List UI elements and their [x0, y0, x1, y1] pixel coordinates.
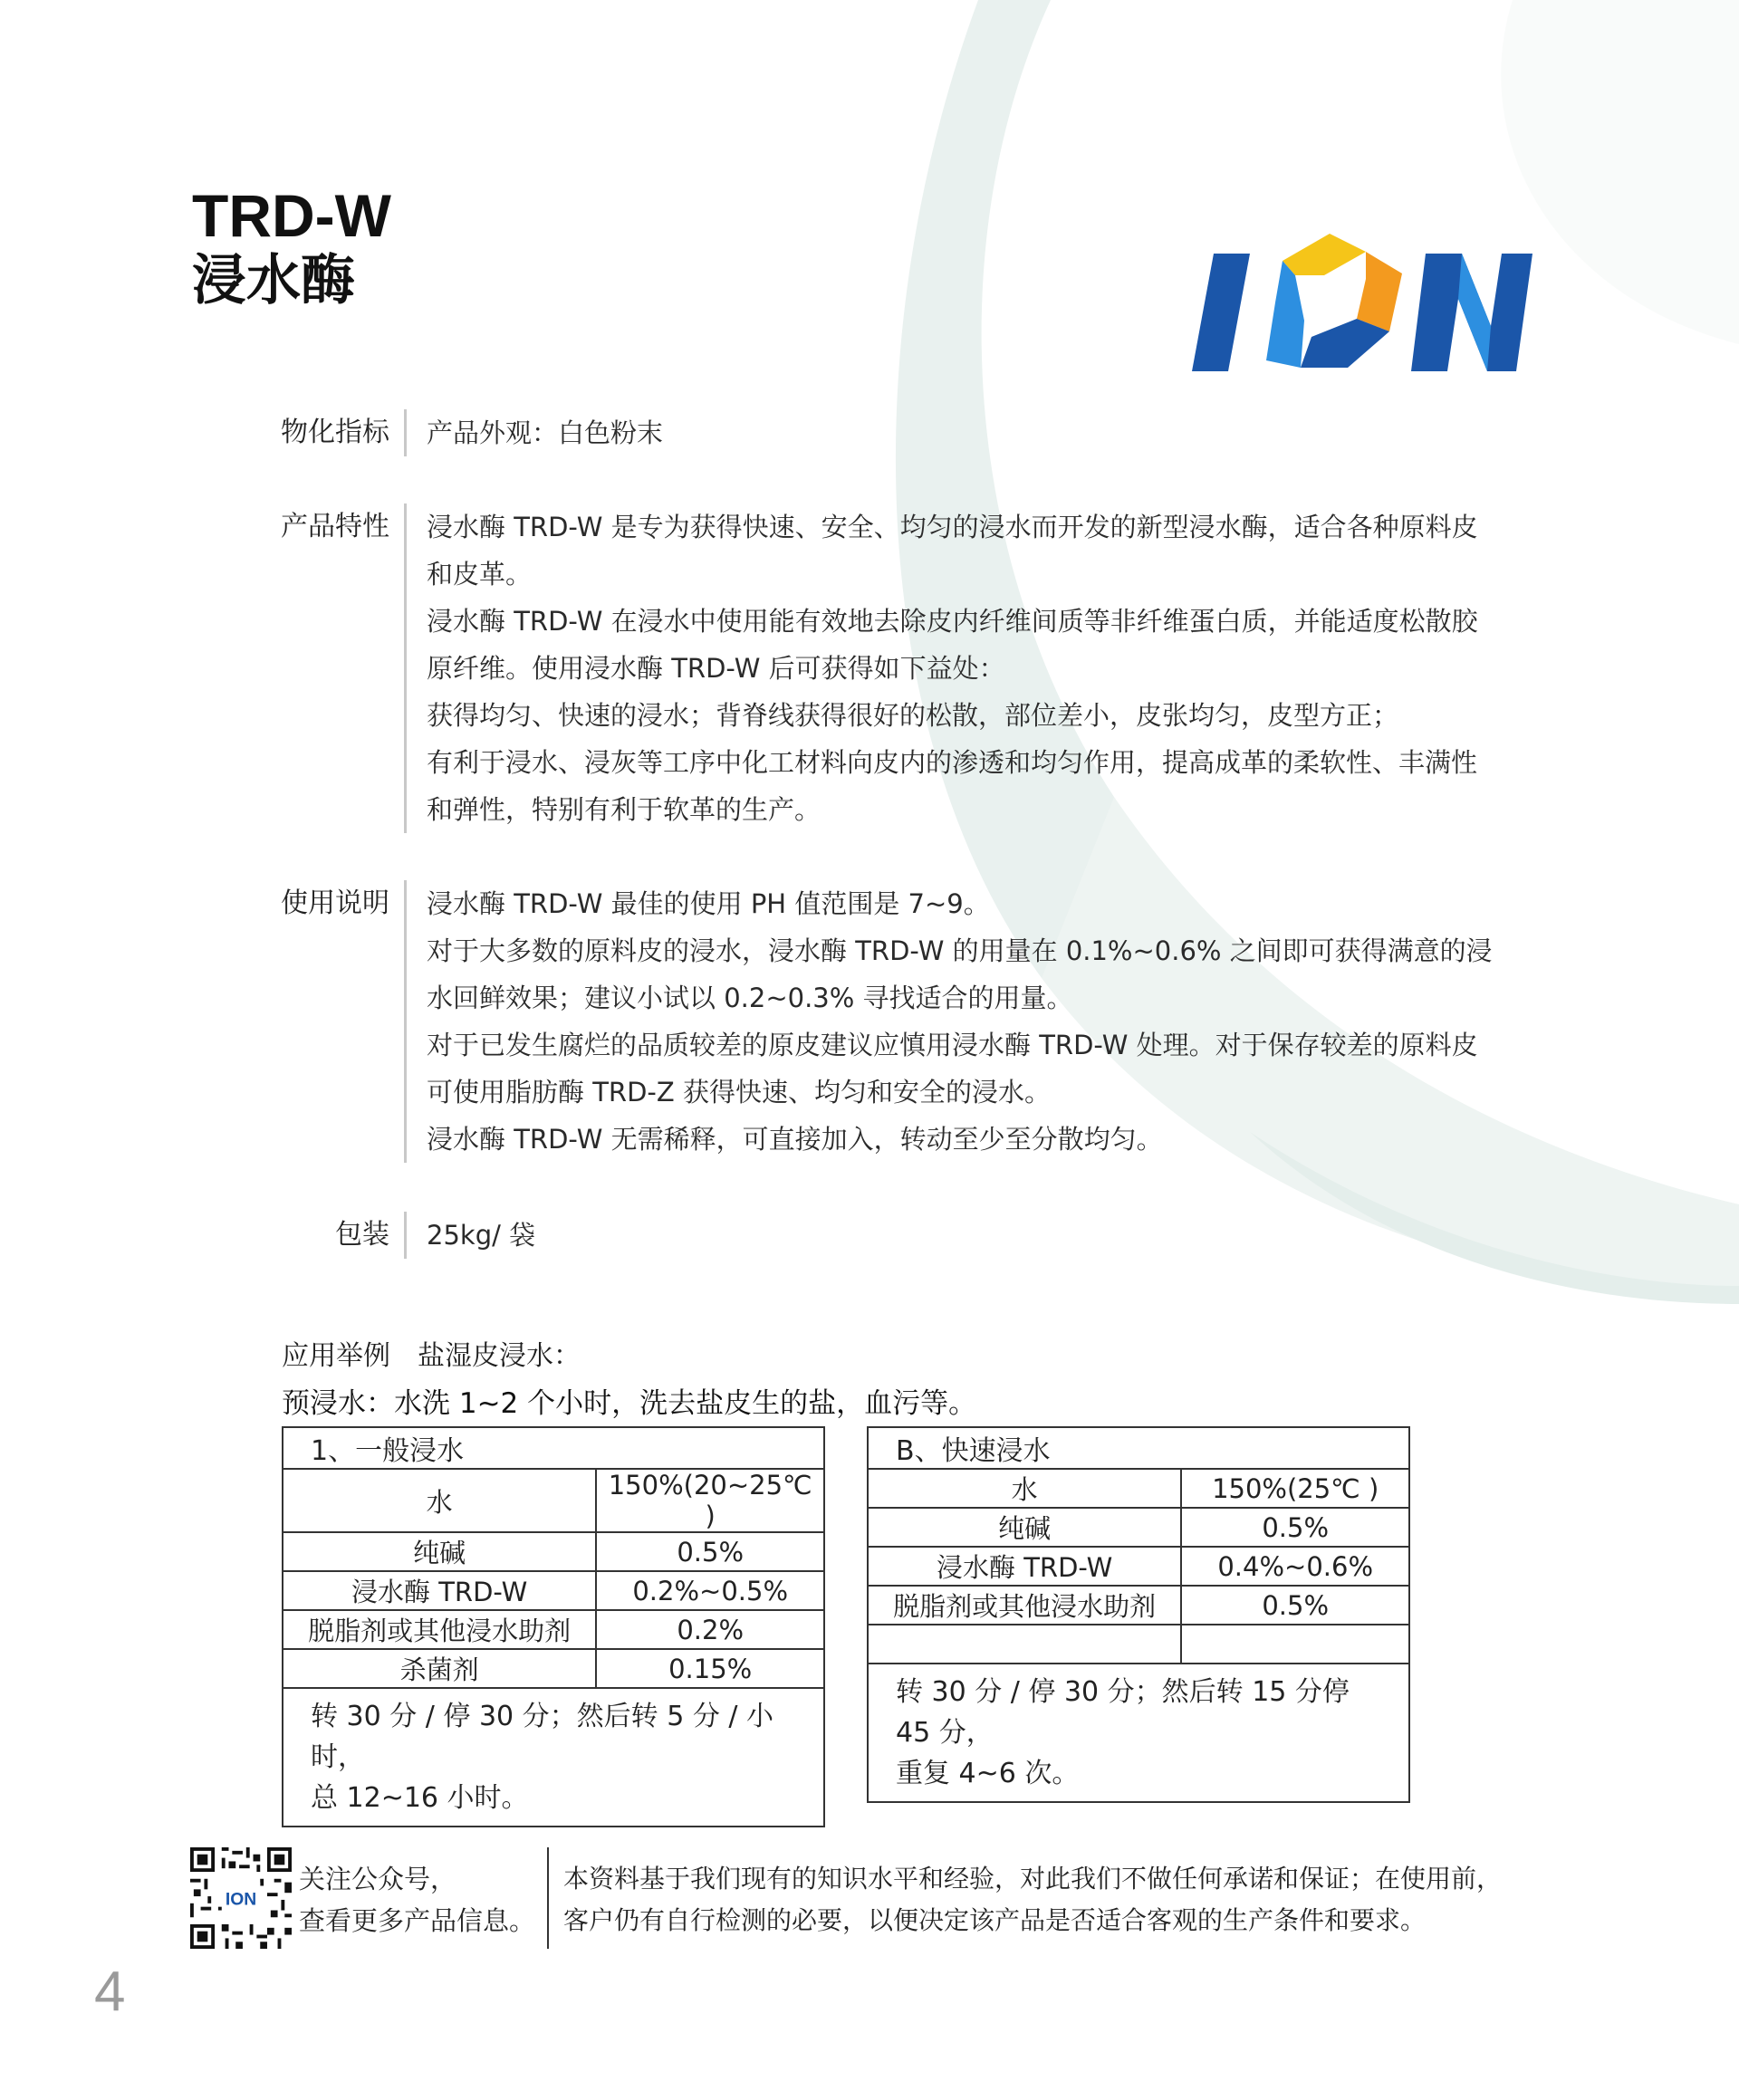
text-line: 浸水酶 TRD-W 最佳的使用 PH 值范围是 7~9。 — [427, 888, 990, 919]
application-heading — [282, 1333, 581, 1373]
product-title — [192, 183, 391, 311]
table-cell: 0.2%~0.5% — [596, 1571, 824, 1610]
note-line: 重复 4~6 次。 — [896, 1758, 1080, 1789]
text-line: 有利于浸水、浸灰等工序中化工材料向皮内的渗透和均匀作用，提高成革的柔软性、丰满性 — [427, 747, 1478, 778]
note-line: 转 30 分 / 停 30 分；然后转 5 分 / 小时， — [311, 1701, 774, 1773]
section-body — [404, 409, 1550, 456]
table-row — [283, 1469, 824, 1532]
table-cell: 脱脂剂或其他浸水助剂 — [283, 1610, 596, 1649]
disclaimer — [563, 1858, 1542, 1942]
product-code: TRD-W — [192, 182, 391, 249]
table-cell — [868, 1625, 1181, 1664]
section-label: 产品特性 — [281, 511, 389, 542]
follow-line: 关注公众号， — [299, 1864, 457, 1894]
application-label: 应用举例 — [282, 1340, 390, 1372]
table-cell: 浸水酶 TRD-W — [283, 1571, 596, 1610]
table-row — [283, 1532, 824, 1571]
table-cell: 0.5% — [596, 1532, 824, 1571]
text-line: 水回鲜效果；建议小试以 0.2~0.3% 寻找适合的用量。 — [427, 983, 1073, 1013]
table-row — [868, 1586, 1409, 1625]
table-cell: 0.5% — [1181, 1508, 1409, 1547]
table-row — [283, 1610, 824, 1649]
note-line: 总 12~16 小时。 — [311, 1782, 529, 1814]
table-note — [868, 1664, 1409, 1802]
table-row — [868, 1625, 1409, 1664]
section-body — [404, 880, 1550, 1163]
table-row — [283, 1649, 824, 1688]
text-line: 对于已发生腐烂的品质较差的原皮建议应慎用浸水酶 TRD-W 处理。对于保存较差的原料皮 — [427, 1030, 1478, 1060]
text-line: 和弹性，特别有利于软革的生产。 — [427, 794, 821, 825]
note-line: 转 30 分 / 停 30 分；然后转 15 分停 45 分， — [896, 1676, 1350, 1749]
text-line: 浸水酶 TRD-W 在浸水中使用能有效地去除皮内纤维间质等非纤维蛋白质，并能适度松散胶 — [427, 606, 1478, 637]
recipe-table-fast — [867, 1426, 1410, 1803]
section-body — [404, 1212, 1550, 1259]
table-title: 1、一般浸水 — [283, 1427, 824, 1469]
section-label: 使用说明 — [281, 887, 389, 919]
table-cell: 水 — [283, 1469, 596, 1532]
table-cell: 水 — [868, 1469, 1181, 1508]
table-cell: 0.2% — [596, 1610, 824, 1649]
disclaimer-line: 客户仍有自行检测的必要，以便决定该产品是否适合客观的生产条件和要求。 — [563, 1905, 1427, 1935]
table-row — [283, 1571, 824, 1610]
section-label: 包装 — [335, 1219, 389, 1251]
table-cell — [1181, 1625, 1409, 1664]
text-line: 和皮革。 — [427, 559, 533, 590]
text-line: 原纤维。使用浸水酶 TRD-W 后可获得如下益处： — [427, 653, 1005, 684]
svg-text:ION: ION — [225, 1890, 257, 1910]
section-label: 物化指标 — [281, 417, 389, 448]
ion-logo — [1188, 226, 1532, 380]
text-line: 浸水酶 TRD-W 是专为获得快速、安全、均匀的浸水而开发的新型浸水酶，适合各种原料皮 — [427, 512, 1478, 542]
text-line: 25kg/ 袋 — [427, 1220, 536, 1251]
application-subject: 盐湿皮浸水： — [418, 1340, 581, 1372]
qr-code-icon — [190, 1847, 292, 1949]
table-cell: 纯碱 — [868, 1508, 1181, 1547]
table-note — [283, 1688, 824, 1827]
table-cell: 0.5% — [1181, 1586, 1409, 1625]
table-cell: 脱脂剂或其他浸水助剂 — [868, 1586, 1181, 1625]
table-cell: 0.4%~0.6% — [1181, 1547, 1409, 1586]
table-cell: 杀菌剂 — [283, 1649, 596, 1688]
table-cell: 纯碱 — [283, 1532, 596, 1571]
table-row — [868, 1547, 1409, 1586]
section-body — [404, 503, 1550, 833]
text-line: 获得均匀、快速的浸水；背脊线获得很好的松散，部位差小，皮张均匀，皮型方正； — [427, 700, 1399, 731]
page-number: 4 — [94, 1961, 126, 2023]
table-cell: 150%(20~25℃ ) — [596, 1469, 824, 1532]
follow-line: 查看更多产品信息。 — [299, 1905, 536, 1936]
follow-text — [299, 1858, 535, 1942]
table-cell: 0.15% — [596, 1649, 824, 1688]
table-row — [868, 1469, 1409, 1508]
text-line: 对于大多数的原料皮的浸水，浸水酶 TRD-W 的用量在 0.1%~0.6% 之间即可获得满意的浸 — [427, 935, 1493, 966]
table-title: B、快速浸水 — [868, 1427, 1409, 1469]
table-cell: 浸水酶 TRD-W — [868, 1547, 1181, 1586]
disclaimer-line: 本资料基于我们现有的知识水平和经验，对此我们不做任何承诺和保证；在使用前， — [563, 1864, 1503, 1894]
recipe-table-general — [282, 1426, 825, 1827]
text-line: 可使用脂肪酶 TRD-Z 获得快速、均匀和安全的浸水。 — [427, 1077, 1051, 1108]
table-row — [868, 1508, 1409, 1547]
pre-soak-note: 预浸水：水洗 1~2 个小时，洗去盐皮生的盐，血污等。 — [282, 1387, 977, 1420]
product-name: 浸水酶 — [192, 248, 355, 312]
text-line: 浸水酶 TRD-W 无需稀释，可直接加入，转动至少至分散均匀。 — [427, 1124, 1163, 1155]
text-line: 产品外观：白色粉末 — [427, 417, 664, 448]
footer-divider — [547, 1847, 549, 1949]
table-cell: 150%(25℃ ) — [1181, 1469, 1409, 1508]
